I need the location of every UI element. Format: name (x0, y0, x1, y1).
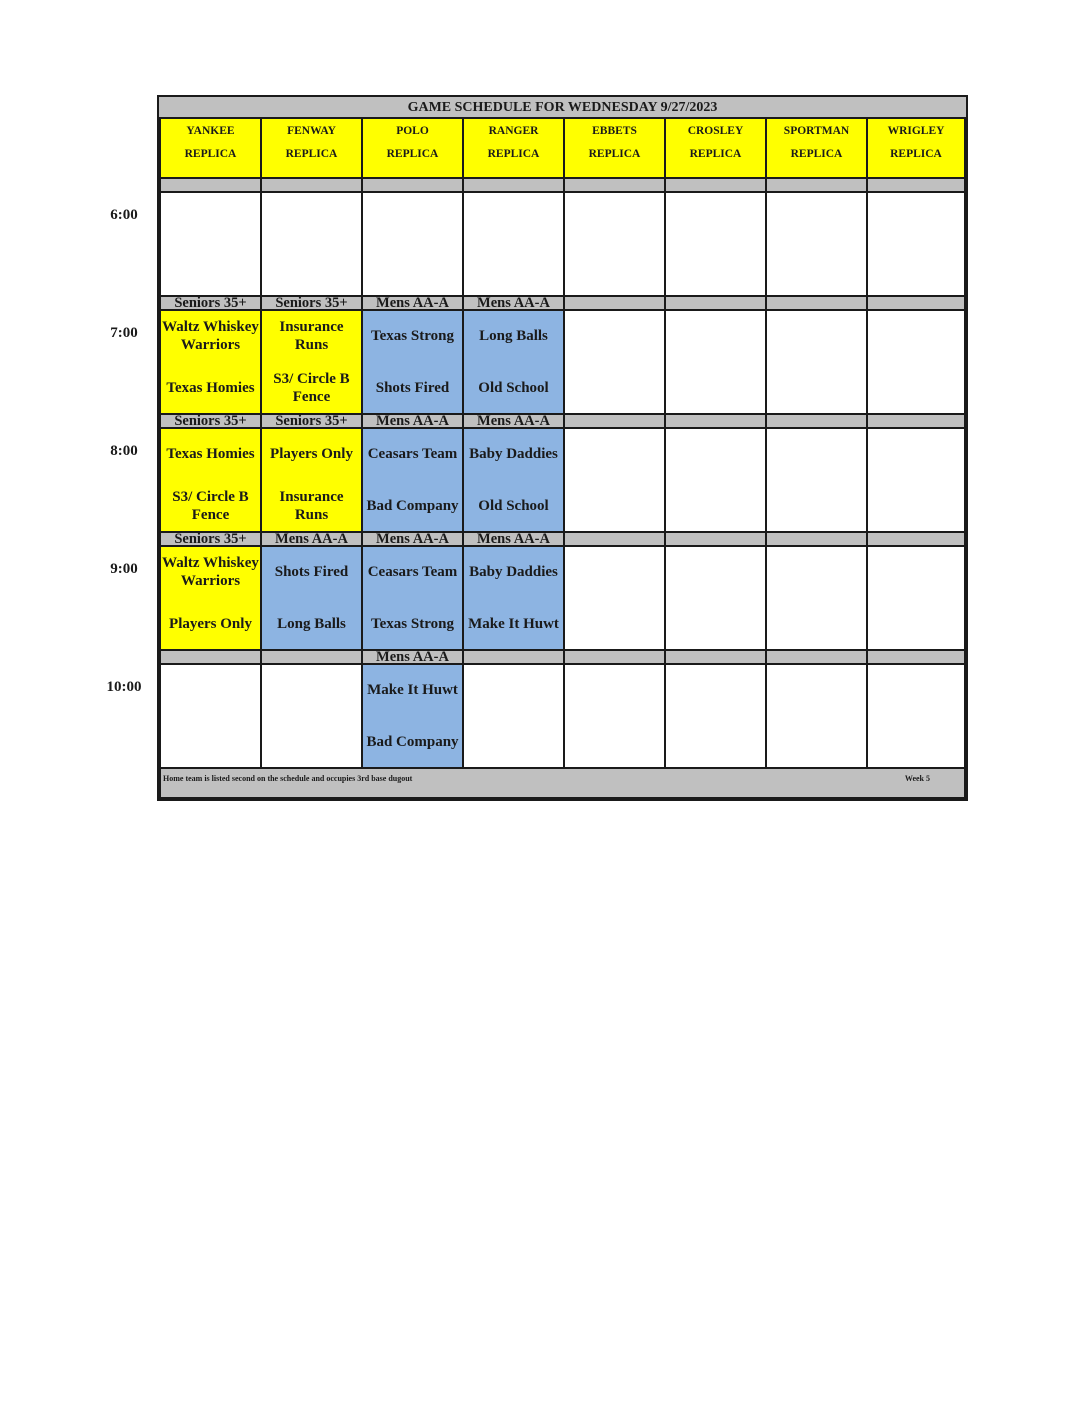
time-label: 6:00 (110, 207, 138, 223)
home-team-name: Texas Homies (166, 379, 255, 396)
division-label: Mens AA-A (462, 413, 565, 429)
game-cell (159, 545, 262, 651)
schedule-table (157, 95, 968, 801)
game-cell (462, 427, 565, 533)
field-subtitle: REPLICA (890, 148, 942, 160)
empty-slot (664, 545, 767, 651)
home-team-name: Bad Company (366, 497, 459, 514)
division-label: Mens AA-A (361, 649, 464, 665)
empty-slot (260, 663, 363, 769)
field-subtitle: REPLICA (689, 148, 742, 160)
away-team-name: Ceasars Team (367, 445, 458, 462)
empty-slot (563, 427, 666, 533)
away-team (262, 547, 361, 597)
away-team (161, 547, 260, 597)
game-cell (159, 427, 262, 533)
division-label: Seniors 35+ (159, 295, 262, 311)
away-team-name: Waltz Whiskey Warriors (162, 318, 259, 353)
empty-slot (866, 427, 966, 533)
home-team-name: Long Balls (277, 615, 346, 632)
division-label: Mens AA-A (260, 531, 363, 547)
field-subtitle: REPLICA (285, 148, 338, 160)
away-team (161, 429, 260, 479)
empty-slot (765, 427, 868, 533)
empty-slot (563, 545, 666, 651)
division-label: Mens AA-A (361, 531, 464, 547)
game-cell (260, 545, 363, 651)
division-label: Seniors 35+ (260, 295, 363, 311)
division-label: Mens AA-A (462, 295, 565, 311)
game-cell (462, 545, 565, 651)
game-cell (361, 663, 464, 769)
away-team-name: Ceasars Team (367, 563, 458, 580)
home-team (464, 481, 563, 531)
away-team-name: Waltz Whiskey Warriors (162, 554, 259, 589)
field-header-2 (361, 117, 464, 179)
field-subtitle: REPLICA (184, 148, 237, 160)
home-team (363, 599, 462, 649)
time-label: 9:00 (110, 561, 138, 577)
home-team (262, 599, 361, 649)
away-team (262, 311, 361, 361)
away-team-name: Players Only (270, 445, 353, 462)
home-team-name: Insurance Runs (279, 488, 344, 523)
away-team-name: Shots Fired (274, 563, 349, 580)
division-label: Seniors 35+ (159, 413, 262, 429)
home-team (363, 481, 462, 531)
home-team (464, 599, 563, 649)
away-team (363, 547, 462, 597)
game-cell (462, 309, 565, 415)
field-name: WRIGLEY (887, 125, 945, 137)
empty-slot (664, 191, 767, 297)
field-name: FENWAY (287, 125, 336, 137)
home-team-name: S3/ Circle B Fence (273, 370, 350, 405)
home-team (262, 363, 361, 413)
field-name: SPORTMAN (783, 125, 850, 137)
away-team (363, 429, 462, 479)
game-cell (361, 427, 464, 533)
empty-slot (866, 191, 966, 297)
home-team (464, 363, 563, 413)
schedule-footer (159, 767, 966, 799)
away-team-name: Baby Daddies (469, 563, 558, 580)
home-team (161, 481, 260, 531)
game-cell (361, 545, 464, 651)
away-team-name: Texas Homies (166, 445, 255, 462)
away-team-name: Texas Strong (371, 327, 454, 344)
field-subtitle: REPLICA (588, 148, 641, 160)
empty-slot (260, 191, 363, 297)
empty-slot (664, 427, 767, 533)
empty-slot (563, 309, 666, 415)
empty-slot (866, 309, 966, 415)
field-subtitle: REPLICA (487, 148, 540, 160)
empty-slot (462, 663, 565, 769)
empty-slot (866, 545, 966, 651)
home-team-name: Make It Huwt (468, 615, 559, 632)
away-team (464, 547, 563, 597)
division-label: Mens AA-A (361, 413, 464, 429)
game-cell (159, 309, 262, 415)
empty-slot (361, 191, 464, 297)
empty-slot (765, 309, 868, 415)
field-name: CROSLEY (687, 125, 744, 137)
empty-slot (765, 663, 868, 769)
empty-slot (866, 663, 966, 769)
field-header-7 (866, 117, 966, 179)
empty-slot (765, 545, 868, 651)
field-subtitle: REPLICA (386, 148, 439, 160)
away-team-name: Make It Huwt (367, 681, 458, 698)
field-header-1 (260, 117, 363, 179)
field-name: POLO (396, 125, 429, 137)
field-header-0 (159, 117, 262, 179)
game-cell (260, 309, 363, 415)
away-team (363, 665, 462, 715)
division-label: Mens AA-A (361, 295, 464, 311)
home-team-name: Players Only (169, 615, 252, 632)
empty-slot (664, 663, 767, 769)
home-team-name: Old School (478, 497, 549, 514)
away-team (161, 311, 260, 361)
field-name: RANGER (488, 125, 539, 137)
division-label: Seniors 35+ (159, 531, 262, 547)
home-team (262, 481, 361, 531)
time-label: 7:00 (110, 325, 138, 341)
field-header-4 (563, 117, 666, 179)
home-team-name: Texas Strong (371, 615, 454, 632)
away-team (464, 311, 563, 361)
empty-slot (462, 191, 565, 297)
week-label: Week 5 (904, 774, 930, 783)
empty-slot (563, 663, 666, 769)
game-cell (361, 309, 464, 415)
home-team (363, 717, 462, 767)
time-label: 10:00 (106, 679, 142, 695)
empty-slot (563, 191, 666, 297)
empty-slot (664, 309, 767, 415)
empty-slot (765, 191, 868, 297)
empty-slot (159, 191, 262, 297)
field-subtitle: REPLICA (790, 148, 843, 160)
game-cell (260, 427, 363, 533)
away-team (262, 429, 361, 479)
home-team (363, 363, 462, 413)
schedule-title: GAME SCHEDULE FOR WEDNESDAY 9/27/2023 (159, 97, 966, 119)
home-team-name: Old School (478, 379, 549, 396)
field-name: YANKEE (186, 125, 235, 137)
away-team (464, 429, 563, 479)
home-team (161, 599, 260, 649)
home-team-note: Home team is listed second on the schedule and occupies 3rd base dugout (163, 774, 413, 783)
home-team-name: S3/ Circle B Fence (172, 488, 249, 523)
home-team-name: Bad Company (366, 733, 459, 750)
away-team-name: Insurance Runs (279, 318, 344, 353)
home-team (161, 363, 260, 413)
field-name: EBBETS (592, 125, 637, 137)
home-team-name: Shots Fired (375, 379, 450, 396)
away-team-name: Long Balls (479, 327, 548, 344)
field-header-6 (765, 117, 868, 179)
field-header-5 (664, 117, 767, 179)
division-label: Mens AA-A (462, 531, 565, 547)
away-team-name: Baby Daddies (469, 445, 558, 462)
away-team (363, 311, 462, 361)
empty-slot (159, 663, 262, 769)
division-label: Seniors 35+ (260, 413, 363, 429)
field-header-3 (462, 117, 565, 179)
time-label: 8:00 (110, 443, 138, 459)
